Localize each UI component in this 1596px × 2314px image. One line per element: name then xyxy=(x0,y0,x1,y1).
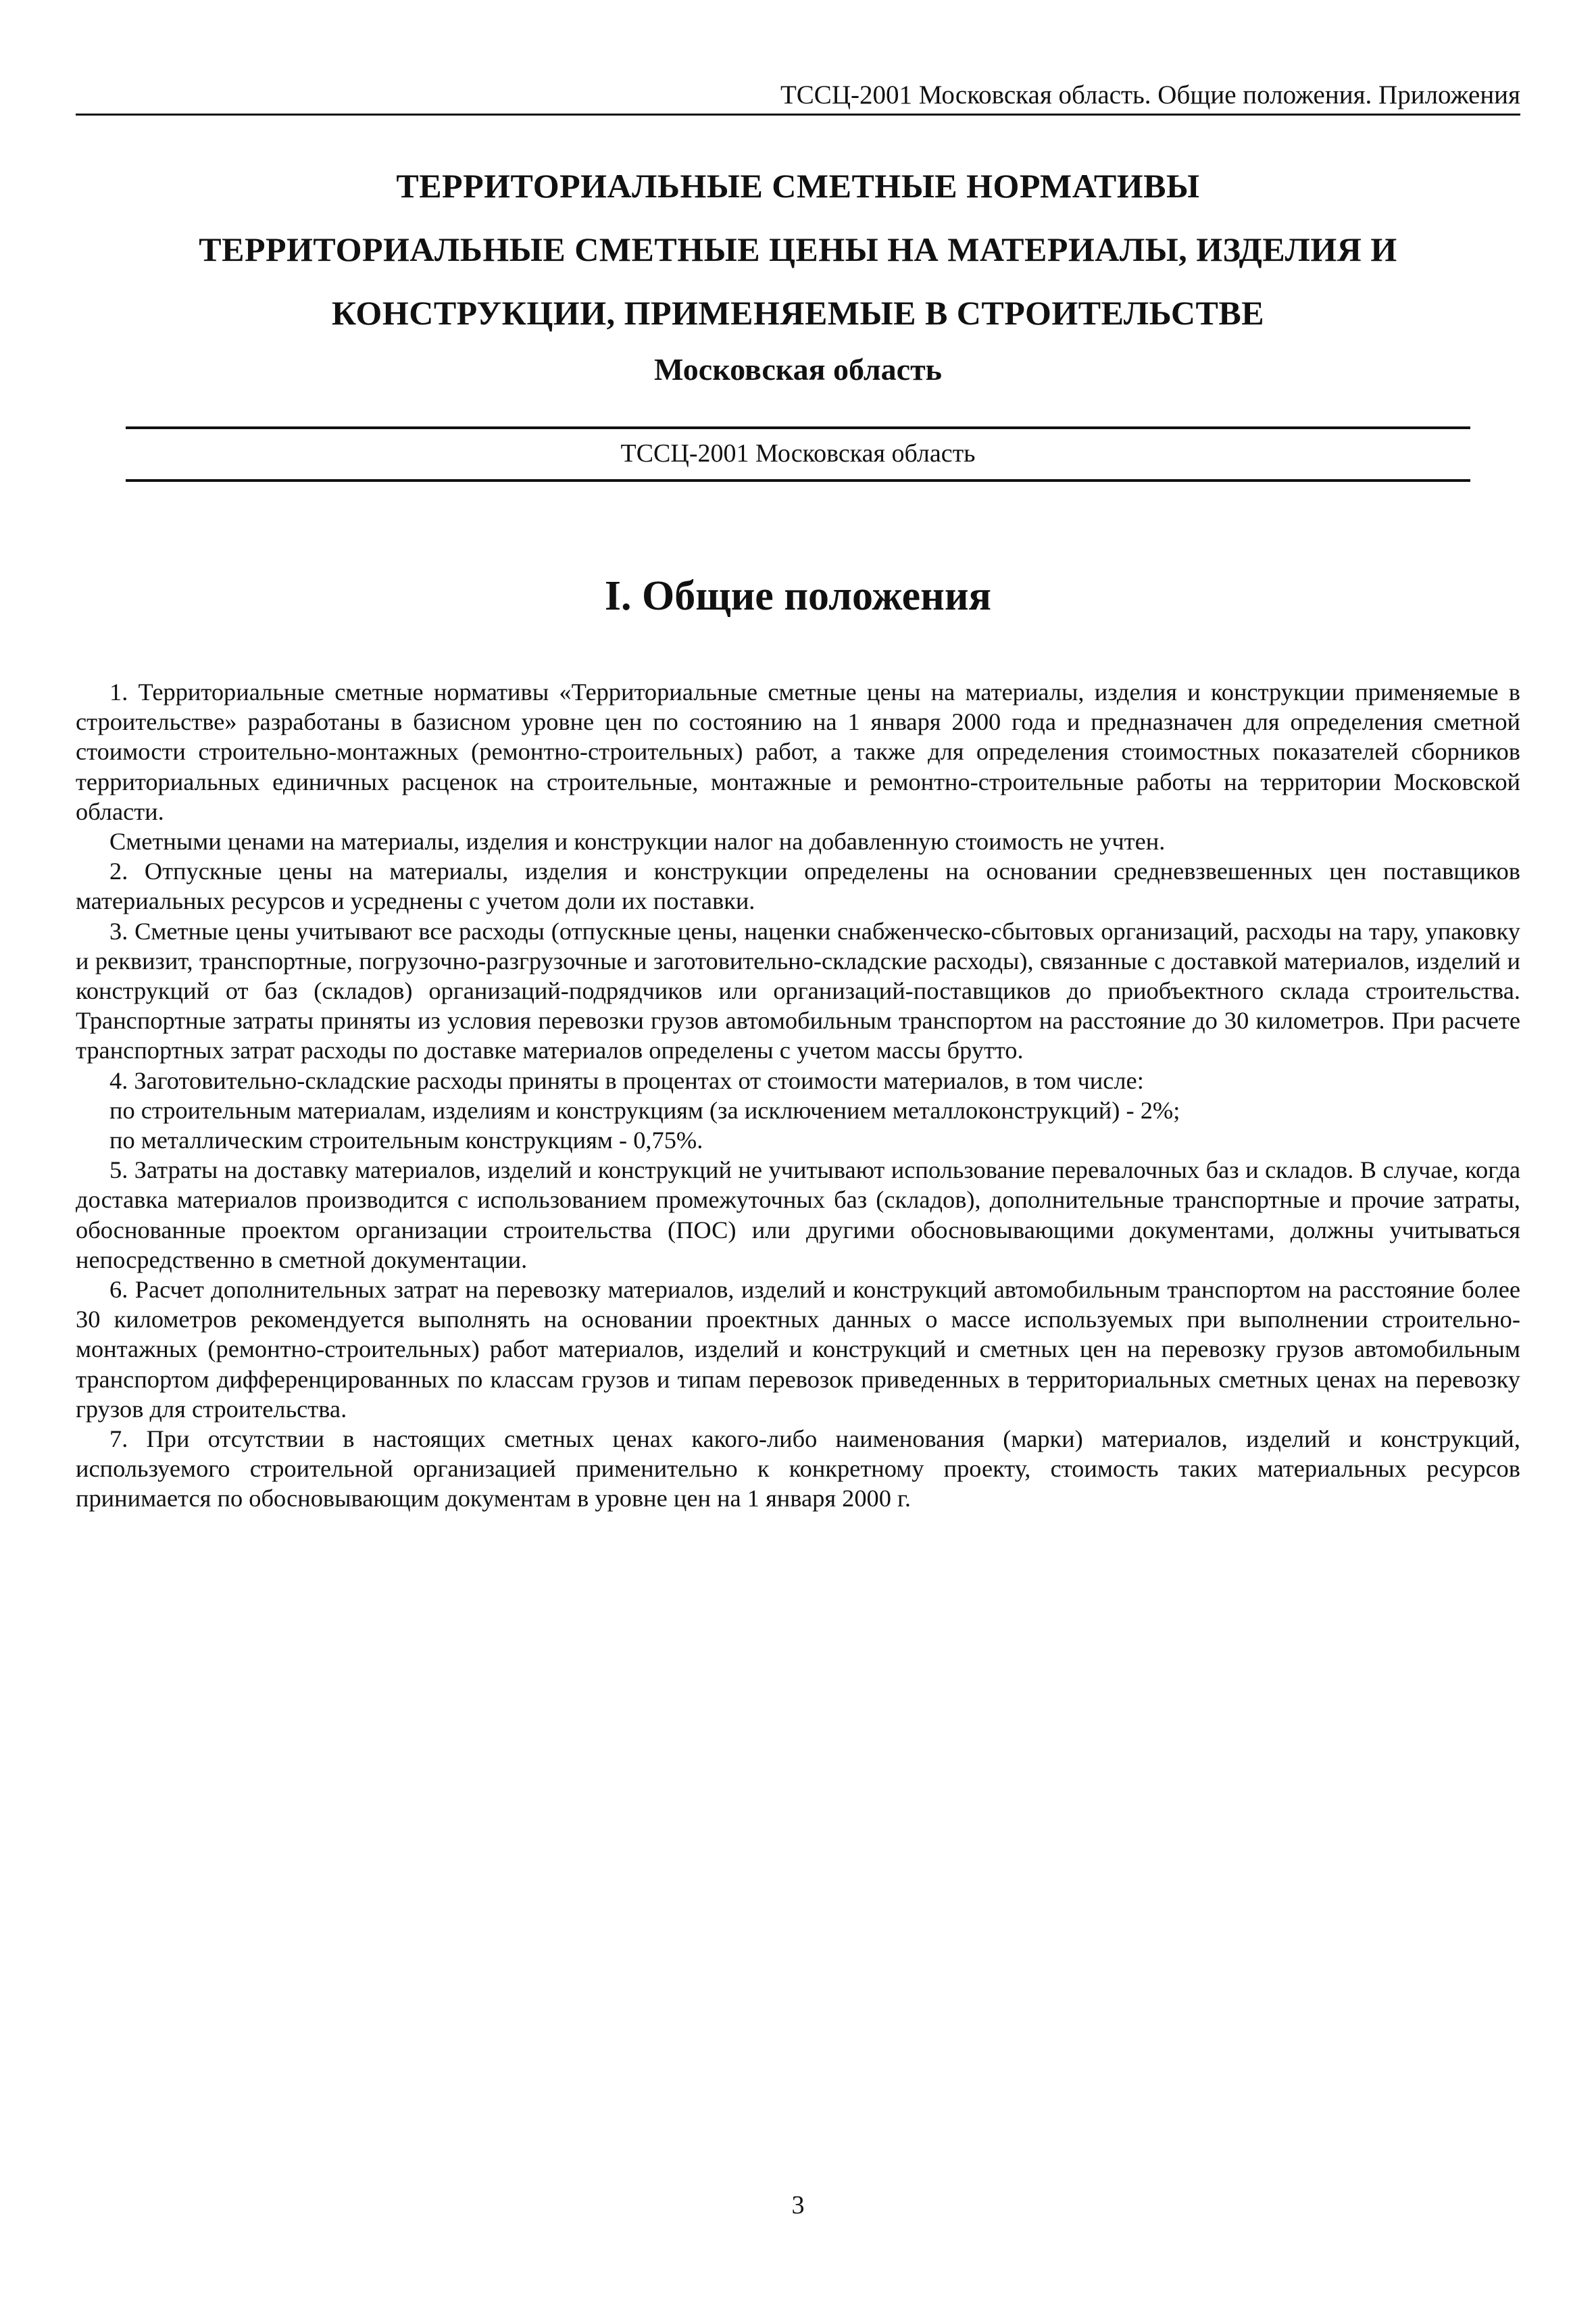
paragraph-3: 3. Сметные цены учитывают все расходы (отпускные цены, наценки снабженческо-сбытовых организаций, расходы на тару, упаковку и реквизит, транспортные, погрузочно-разгрузочные и заготовительно-складские расходы), связанные с доставкой материалов, изделий и конструкций от баз (складов) организаций-подрядчиков или организаций-поставщиков до приобъектного склада строительства. Транспортные затраты приняты из условия перевозки грузов автомобильным транспортом на расстояние до 30 километров. При расчете транспортных затрат расходы по доставке материалов определены с учетом массы брутто. xyxy=(76,917,1520,1064)
body-text xyxy=(76,677,1520,1514)
title-line-3: КОНСТРУКЦИИ, ПРИМЕНЯЕМЫЕ В СТРОИТЕЛЬСТВЕ xyxy=(331,294,1265,332)
document-title-block xyxy=(76,154,1520,393)
page-number: 3 xyxy=(791,2191,805,2219)
paragraph-2: 2. Отпускные цены на материалы, изделия и конструкции определены на основании средневзвешенных цен поставщиков материальных ресурсов и усреднены с учетом доли их поставки. xyxy=(76,858,1520,915)
paragraph-1: 1. Территориальные сметные нормативы «Территориальные сметные цены на материалы, изделия и конструкции применяемые в строительстве» разработаны в базисном уровне цен по состоянию на 1 января 2000 года и предназначен для определения сметной стоимости строительно-монтажных (ремонтно-строительных) работ, а также для определения стоимостных показателей сборников территориальных единичных расценок на строительные, монтажные и ремонтно-строительные работы на территории Московской области. xyxy=(76,679,1520,825)
paragraph-4-item-materials: по строительным материалам, изделиям и конструкциям (за исключением металлоконструкций) - 2%; xyxy=(109,1096,1180,1124)
document-code-band xyxy=(126,426,1470,482)
paragraph-7: 7. При отсутствии в настоящих сметных ценах какого-либо наименования (марки) материалов, изделий и конструкций, используемого строительной организацией применительно к конкретному проекту, стоимость таких материальных ресурсов принимается по обосновывающим документам в уровне цен на 1 января 2000 г. xyxy=(76,1425,1520,1512)
section-title: I. Общие положения xyxy=(604,573,992,619)
paragraph-4-item-metal: по металлическим строительным конструкциям - 0,75%. xyxy=(109,1127,703,1154)
title-region: Московская область xyxy=(654,352,942,387)
paragraph-vat-note: Сметными ценами на материалы, изделия и конструкции налог на добавленную стоимость не учтен. xyxy=(109,828,1166,856)
paragraph-4: 4. Заготовительно-складские расходы приняты в процентах от стоимости материалов, в том числе: xyxy=(109,1066,1144,1094)
document-code: ТССЦ-2001 Московская область xyxy=(620,439,976,468)
title-line-2: ТЕРРИТОРИАЛЬНЫЕ СМЕТНЫЕ ЦЕНЫ НА МАТЕРИАЛЫ, ИЗДЕЛИЯ И xyxy=(199,230,1397,268)
running-header-text: ТССЦ-2001 Московская область. Общие положения. Приложения xyxy=(780,80,1520,109)
title-line-1: ТЕРРИТОРИАЛЬНЫЕ СМЕТНЫЕ НОРМАТИВЫ xyxy=(396,167,1200,205)
paragraph-5: 5. Затраты на доставку материалов, изделий и конструкций не учитывают использование перевалочных баз и складов. В случае, когда доставка материалов производится с использованием промежуточных баз (складов), дополнительные транспортные и прочие затраты, обоснованные проектом организации строительства (ПОС) или другими обосновывающими документами, должны учитываться непосредственно в сметной документации. xyxy=(76,1156,1520,1273)
paragraph-6: 6. Расчет дополнительных затрат на перевозку материалов, изделий и конструкций автомобильным транспортом на расстояние более 30 километров рекомендуется выполнять на основании проектных данных о массе используемых при выполнении строительно-монтажных (ремонтно-строительных) работ материалов, изделий и конструкций и сметных цен на перевозку грузов автомобильным транспортом дифференцированных по классам грузов и типам перевозок приведенных в территориальных сметных ценах на перевозку грузов для строительства. xyxy=(76,1276,1520,1423)
running-header xyxy=(76,80,1520,116)
